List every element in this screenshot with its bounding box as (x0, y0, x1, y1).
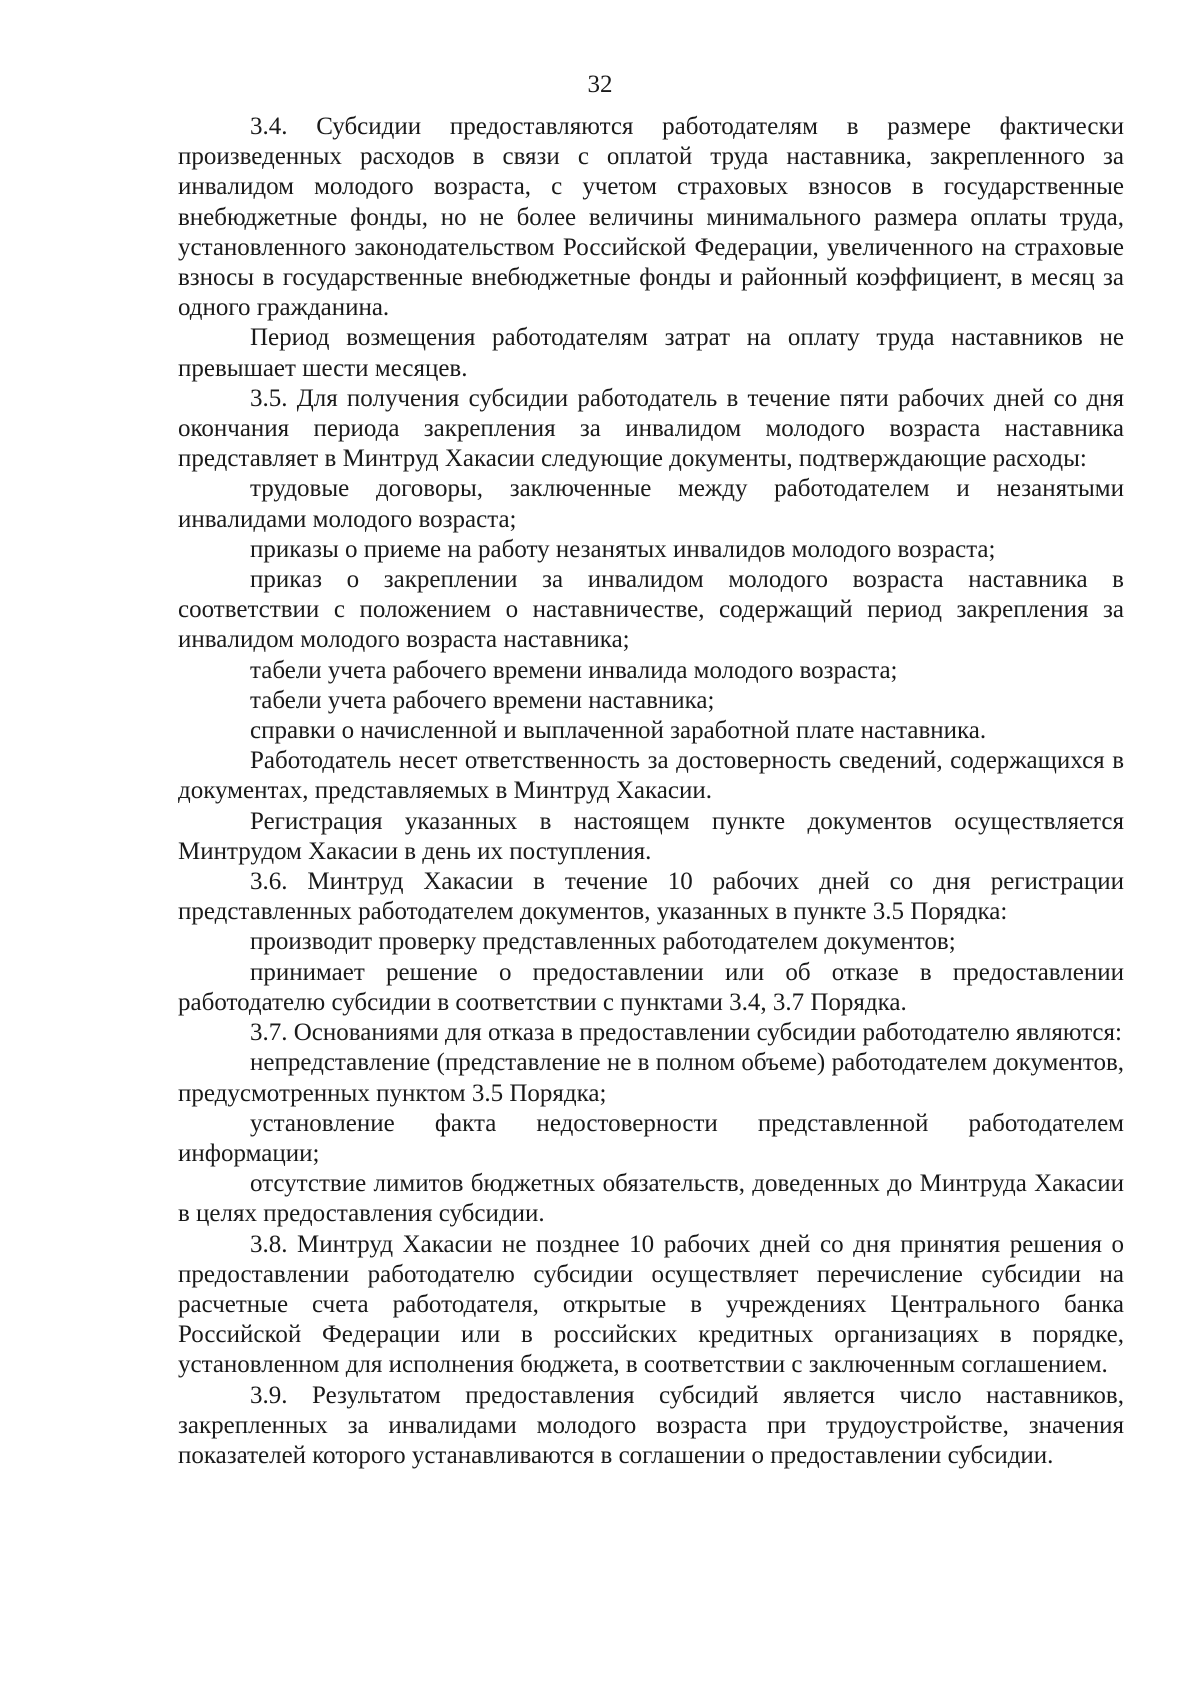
list-item-decision: принимает решение о предоставлении или об отказе в предоставлении работодателю субсидии в соответствии с пунктами 3.4, 3.7 Порядка. (178, 958, 1124, 1016)
paragraph-reimbursement-period: Период возмещения работодателям затрат на оплату труда наставников не превышает шести месяцев. (178, 324, 1124, 382)
list-item-verification: производит проверку представленных работодателем документов; (250, 928, 956, 956)
paragraph-3-9: 3.9. Результатом предоставления субсидий является число наставников, закрепленных за инвалидами молодого возраста при трудоустройстве, значения показателей которого устанавливаются в соглашении о предоставлении субсидии. (178, 1381, 1124, 1469)
list-item-nonsubmission: непредставление (представление не в полном объеме) работодателем документов, предусмотренных пунктом 3.5 Порядка; (178, 1049, 1124, 1107)
paragraph-3-8: 3.8. Минтруд Хакасии не позднее 10 рабочих дней со дня принятия решения о предоставлении работодателю субсидии осуществляет перечисление субсидии на расчетные счета работодателя, открытые в учреждениях Центрального банка Российской Федерации или в российских кредитных организациях в порядке, установленном для исполнения бюджета, в соответствии с заключенным соглашением. (178, 1230, 1124, 1379)
paragraph-3-7: 3.7. Основаниями для отказа в предоставлении субсидии работодателю являются: (250, 1019, 1122, 1047)
list-item-salary-statements: справки о начисленной и выплаченной заработной плате наставника. (250, 717, 987, 745)
paragraph-3-4: 3.4. Субсидии предоставляются работодателям в размере фактически произведенных расходов в связи с оплатой труда наставника, закрепленного за инвалидом молодого возраста, с учетом страховых взносов в государственные внебюджетные фонды, но не более величины минимального размера оплаты труда, установленного законодательством Российской Федерации, увеличенного на страховые взносы в государственные внебюджетные фонды и районный коэффициент, в месяц за одного гражданина. (178, 113, 1124, 322)
page-number: 32 (587, 71, 613, 98)
list-item-no-limits: отсутствие лимитов бюджетных обязательств, доведенных до Минтруда Хакасии в целях предоставления субсидии. (178, 1170, 1124, 1228)
paragraph-employer-responsibility: Работодатель несет ответственность за достоверность сведений, содержащихся в документах, представляемых в Минтруд Хакасии. (178, 747, 1124, 805)
paragraph-3-5: 3.5. Для получения субсидии работодатель в течение пяти рабочих дней со дня окончания периода закрепления за инвалидом молодого возраста наставника представляет в Минтруд Хакасии следующие документы, подтверждающие расходы: (178, 384, 1124, 473)
paragraph-registration: Регистрация указанных в настоящем пункте документов осуществляется Минтрудом Хакасии в день их поступления. (178, 807, 1124, 865)
list-item-timesheets-disabled: табели учета рабочего времени инвалида молодого возраста; (250, 656, 898, 684)
paragraph-3-6: 3.6. Минтруд Хакасии в течение 10 рабочих дней со дня регистрации представленных работодателем документов, указанных в пункте 3.5 Порядка: (178, 868, 1124, 926)
list-item-unreliable-info: установление факта недостоверности представленной работодателем информации; (178, 1109, 1124, 1167)
list-item-hiring-orders: приказы о приеме на работу незанятых инвалидов молодого возраста; (250, 535, 996, 563)
list-item-mentor-order: приказ о закреплении за инвалидом молодого возраста наставника в соответствии с положением о наставничестве, содержащий период закрепления за инвалидом молодого возраста наставника; (178, 566, 1124, 654)
document-body (178, 112, 1124, 1471)
list-item-timesheets-mentor: табели учета рабочего времени наставника; (250, 686, 715, 714)
list-item-employment-contracts: трудовые договоры, заключенные между работодателем и незанятыми инвалидами молодого возраста; (178, 475, 1124, 533)
